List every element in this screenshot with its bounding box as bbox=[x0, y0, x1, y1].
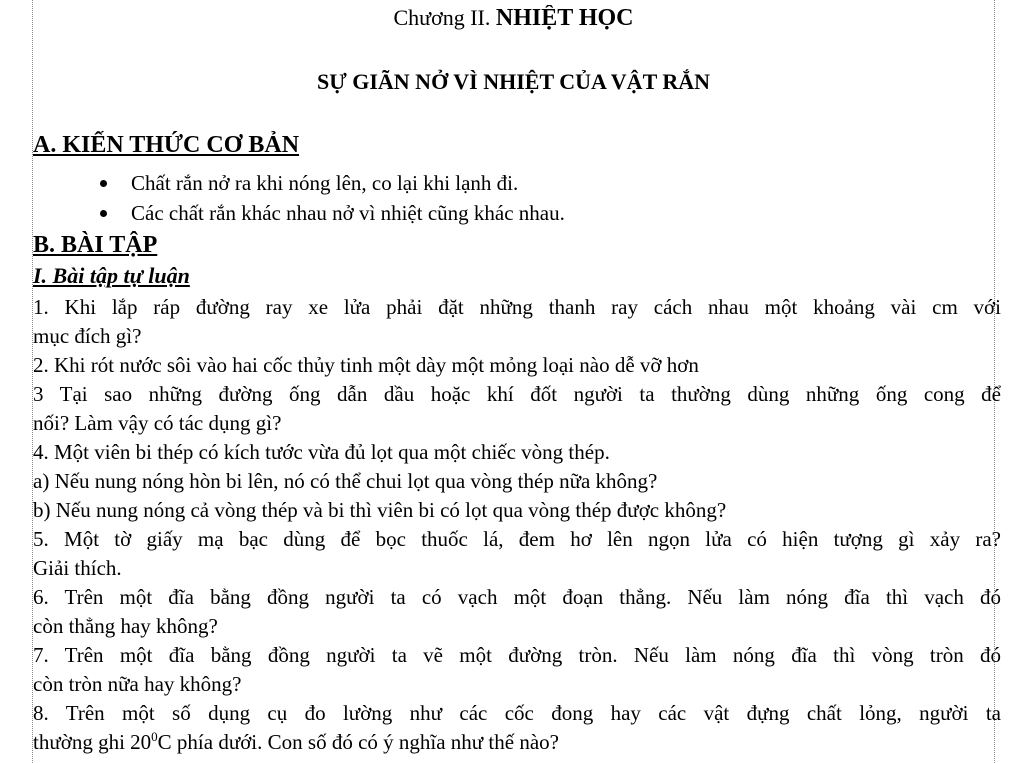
chapter-name: NHIỆT HỌC bbox=[495, 5, 634, 31]
question-line: 7. Trên một đĩa bằng đồng người ta vẽ một đường tròn. Nếu làm nóng đĩa thì vòng tròn đó bbox=[33, 643, 1001, 667]
question-line: Giải thích. bbox=[33, 556, 122, 580]
page-title: SỰ GIÃN NỞ VÌ NHIỆT CỦA VẬT RẮN bbox=[316, 69, 711, 94]
subsection-heading: I. Bài tập tự luận bbox=[33, 263, 190, 288]
question-line: 4. Một viên bi thép có kích tước vừa đủ lọt qua một chiếc vòng thép. bbox=[33, 440, 610, 464]
question-line: 3 Tại sao những đường ống dẫn dầu hoặc khí đốt người ta thường dùng những ống cong để bbox=[33, 382, 1001, 406]
question-line: 1. Khi lắp ráp đường ray xe lửa phải đặt những thanh ray cách nhau một khoảng vài cm với bbox=[33, 295, 1001, 319]
question-line: 8. Trên một số dụng cụ đo lường như các cốc đong hay các vật đựng chất lỏng, người ta bbox=[33, 701, 1001, 725]
chapter-prefix: Chương II. bbox=[393, 5, 491, 30]
bullet-dot-icon bbox=[100, 210, 107, 217]
bullet-text: Các chất rắn khác nhau nở vì nhiệt cũng khác nhau. bbox=[131, 201, 565, 225]
section-b-heading: B. BÀI TẬP bbox=[33, 232, 158, 258]
degree-superscript: 0 bbox=[151, 729, 158, 744]
question-line: còn thẳng hay không? bbox=[33, 614, 218, 638]
bullet-item bbox=[100, 170, 518, 196]
question-line-last bbox=[33, 729, 1001, 755]
bullet-text: Chất rắn nở ra khi nóng lên, co lại khi lạnh đi. bbox=[131, 171, 519, 195]
bullet-dot-icon bbox=[100, 180, 107, 187]
question-line: 6. Trên một đĩa bằng đồng người ta có vạch một đoạn thẳng. Nếu làm nóng đĩa thì vạch đó bbox=[33, 585, 1001, 609]
question-line: b) Nếu nung nóng cả vòng thép và bi thì viên bi có lọt qua vòng thép được không? bbox=[33, 498, 727, 522]
bullet-item bbox=[100, 200, 565, 226]
question-line: nối? Làm vậy có tác dụng gì? bbox=[33, 411, 282, 435]
question-line: 2. Khi rót nước sôi vào hai cốc thủy tinh một dày một mỏng loại nào dễ vỡ hơn bbox=[33, 353, 699, 377]
question-line: a) Nếu nung nóng hòn bi lên, nó có thể chui lọt qua vòng thép nữa không? bbox=[33, 469, 658, 493]
chapter-heading bbox=[33, 5, 994, 31]
last-line-after: C phía dưới. Con số đó có ý nghĩa như thế nào? bbox=[157, 730, 559, 754]
question-line: còn tròn nữa hay không? bbox=[33, 672, 242, 696]
question-line: mục đích gì? bbox=[33, 324, 142, 348]
section-a-heading: A. KIẾN THỨC CƠ BẢN bbox=[33, 132, 300, 158]
last-line-before: thường ghi 20 bbox=[33, 730, 152, 754]
question-line: 5. Một tờ giấy mạ bạc dùng để bọc thuốc lá, đem hơ lên ngọn lửa có hiện tượng gì xảy ra? bbox=[33, 527, 1001, 551]
